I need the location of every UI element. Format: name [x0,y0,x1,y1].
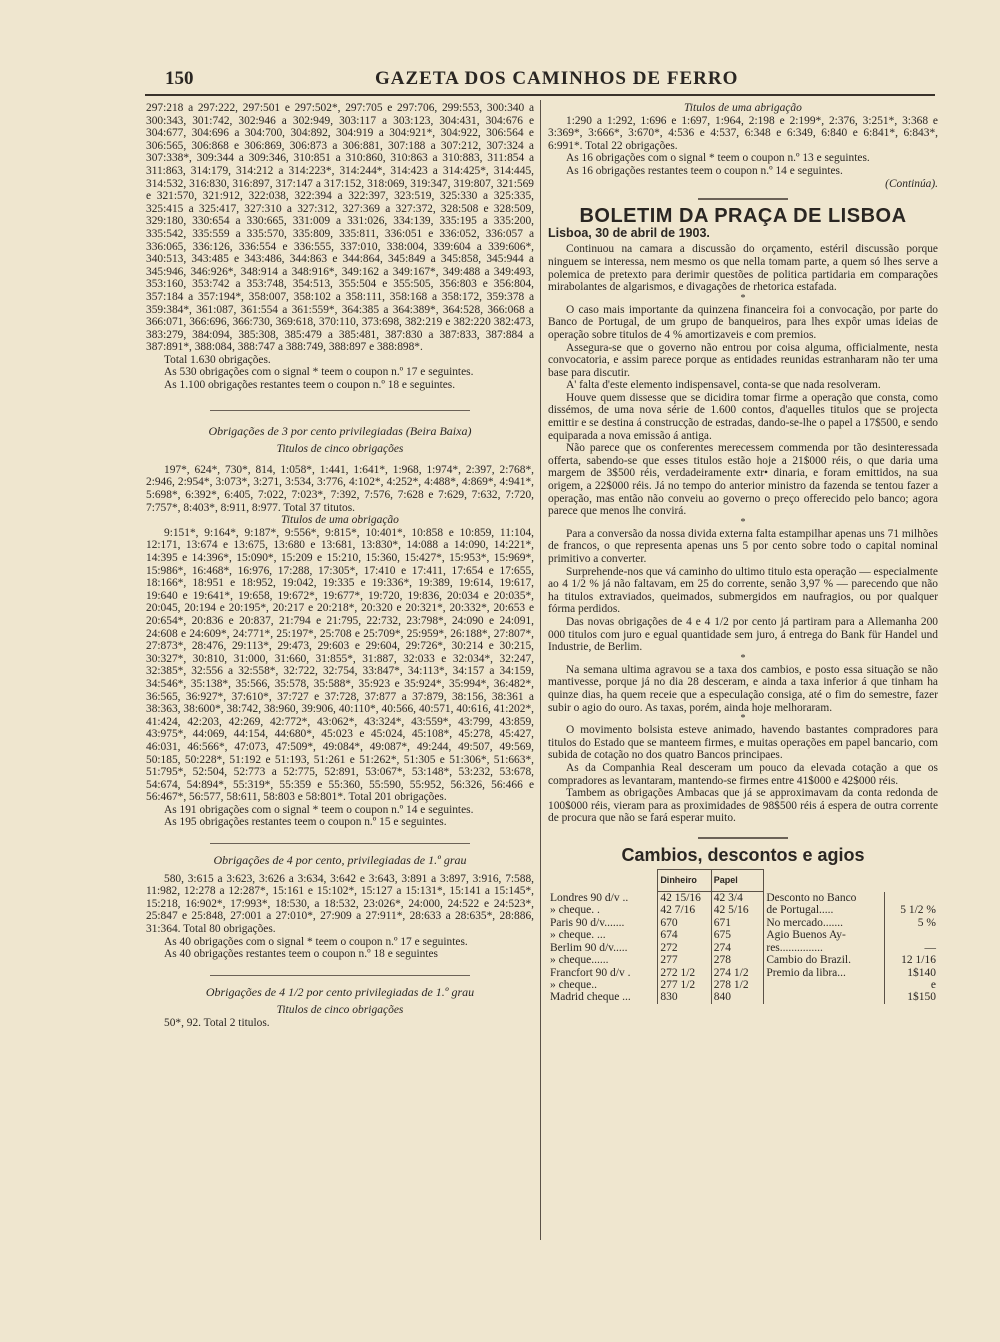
rate-side-value [884,892,938,905]
header-dinheiro: Dinheiro [658,870,711,892]
exchange-rates-body [548,892,938,1004]
rate-side-value: 1$150 [884,991,938,1003]
section-subtitle: Titulos de uma obrigação [281,514,399,527]
rate-side-value: e [884,979,938,991]
page-header [145,66,935,96]
rate-dinheiro: 42 15/16 [658,892,711,905]
section-subtitle: Titulos de cinco obrigações [276,1004,404,1017]
table-row [548,904,938,916]
rate-place: Madrid cheque ... [550,991,631,1004]
header-blank [884,870,938,892]
table-row [548,967,938,979]
boletim-title: BOLETIM DA PRAÇA DE LISBOA [579,205,907,228]
rate-side-value: 12 1/16 [884,954,938,966]
dateline: Lisboa, 30 de abril de 1903. [548,225,710,240]
journal-title: GAZETA DOS CAMINHOS DE FERRO [375,68,739,89]
rate-papel: 278 [711,954,764,966]
column-divider [540,100,541,1240]
rate-dinheiro: 42 7/16 [658,904,711,916]
section-separator [210,410,470,411]
star-separator: * [740,713,746,725]
paragraph: Das novas obrigações de 4 e 4 1/2 por cento já partiram para a Allemanha 200 000 titulos com juro e egual quantidade sem juro, á entrega do Bank für Handel und Industrie, de Berlim. [548,615,938,654]
rate-dinheiro: 277 [658,954,711,966]
rate-dinheiro: 272 1/2 [658,967,711,979]
bond-number-list: 50*, 92. Total 2 titulos. [164,1017,270,1029]
rate-side-value: 1$140 [884,967,938,979]
paragraph: Continuou na camara a discussão do orçamento, estéril discussão porque ninguem se interessa, nem mesmo os que nella tomam parte, a quem só lhes serve a polemica de pretexto para derimir questões de politica partidaria em comparações mirabolantes de algarismos, e divagações de rhetorica estafada. [548,243,938,294]
right-column [548,102,938,1004]
rate-side-value: — [884,942,938,954]
rate-side-value: 5 % [884,917,938,929]
bond-rest-note: As 195 obrigações restantes teem o coupon n.º 15 e seguintes. [164,816,447,829]
paragraph: Houve quem dissesse que se dicidira tomar firme a operação que consta, como dissémos, de uma nova série de 1.600 contos, d'aquelles titulos que se projecta emittir e se destina á construcção de estradas, dando-se-lhe o papel a 17$500, e sendo equiparada a nova emissão á antiga. [548,391,938,442]
bond-number-list: 9:151*, 9:164*, 9:187*, 9:556*, 9:815*, 10:401*, 10:858 e 10:859, 11:104, 12:171, 13:674 e 13:675, 13:680 e 13:681, 13:830*, 14:088 a 14:090, 14:221*, 14:395 e 14:396*, 15:090*, 15:209 e 15:210, 15:360, 15:427*, 15:953*, 15:969*, 15:986*, 16:468*, 16:976, 17:288, 17:305*, 17:410 e 17:411, 17:654 e 17:655, 18:166*, 18:951 e 18:952, 19:042, 19:335 e 19:336*, 19:389, 19:614, 19:617, 19:640 e 19:641*, 19:658, 19:672*, 19:677*, 19:720, 19:836, 20:034 e 20:035*, 20:045, 20:194 e 20:195*, 20:217 e 20:218*, 20:320 e 20:321*, 20:332*, 20:653 e 20:654*, 20:836 e 20:837, 21:794 e 21:795, 22:732, 23:798*, 24:090 e 24:091, 24:608 e 24:609*, 24:771*, 25:197*, 25:708 e 25:709*, 25:959*, 26:188*, 27:807*, 27:873*, 28:476, 29:113*, 29:473, 29:603 e 29:604, 29:726*, 30:214 e 30:215, 30:327*, 30:810, 31:000, 31:660, 31:855*, 31:887, 32:033 e 32:034*, 32:247, 32:385*, 32:556 a 32:558*, 32:722, 32:754, 33:847*, 34:113*, 34:157 a 34:159, 34:546*, 35:138*, 35:566, 35:578, 35:588*, 35:923 e 35:924*, 35:994*, 36:482*, 36:565, 36:927*, 37:610*, 37:727 e 37:728, 37:877 a 37:879, 38:156, 38:361 a 38:363, 38:600*, 38:742, 38:960, 39:906, 40:110*, 40:566, 40:571, 40:616, 41:202*, 41:424, 42:203, 42:269, 42:772*, 43:062*, 43:324*, 43:559*, 43:799, 43:859, 43:975*, 44:069, 44:154, 44:680*, 45:023 e 45:024, 45:108*, 45:278, 45:427, 46:031, 46:566*, 47:073, 47:509*, 49:084*, 49:087*, 49:244, 49:507, 49:569, 50:185, 50:228*, 51:192 e 51:193, 51:261 e 51:262*, 51:305 e 51:306*, 51:663*, 51:795*, 52:504, 52:773 a 52:775, 52:891, 53:067*, 53:148*, 53:232, 53:678, 54:674, 54:894*, 55:319*, 55:359 e 55:360, 55:590, 55:952, 56:326, 56:466 e 56:467*, 56:577, 58:611, 58:803 e 58:801*. Total 201 obrigações. [146,526,534,804]
section-title: Obrigações de 4 1/2 por cento privilegiadas de 1.º grau [205,984,475,999]
rate-dinheiro: 277 1/2 [658,979,711,991]
table-row [548,979,938,991]
paragraph: Não parece que os conferentes merecessem commenda por tão desinteressada offerta, sabendo-se que esses titulos estão hoje a 21$000 réis, o que daria uma margem de 3$500 réis, verdadeiramente extr• dinaria, e foram emittidos, na sua origem, a 22$000 réis. Já no tempo do anterior ministro da fazenda se tentou fazer a operação, mas então não conveiu ao governo o preço offerecido pelo banco; agora parece que menos lhe convirá. [548,442,938,518]
bond-rest-note: As 1.100 obrigações restantes teem o coupon n.º 18 e seguintes. [164,379,456,392]
rate-side-label: res............... [764,942,884,954]
rate-place: » cheque. ... [550,929,606,942]
section-separator [698,837,788,839]
bond-rest-note: As 40 obrigações restantes teem o coupon n.º 18 e seguintes [164,948,438,961]
table-row [548,954,938,966]
rate-side-value: 5 1/2 % [884,904,938,916]
rate-papel: 675 [711,929,764,941]
paragraph: O caso mais importante da quinzena financeira foi a convocação, por parte do Banco de Portugal, de um grupo de banqueiros, para lhes expôr umas ideias de operação sobre titulos de 4 % amortizaveis e com premios. [548,303,938,341]
section-separator [210,843,470,844]
bond-signal-note: As 191 obrigações com o signal * teem o coupon n.º 14 e seguintes. [164,803,474,816]
rate-dinheiro: 670 [658,917,711,929]
exchange-rates-table [548,869,938,1003]
star-separator: * [740,292,746,304]
rate-side-label: Desconto no Banco [764,892,884,905]
table-row [548,892,938,905]
bond-number-list: 580, 3:615 a 3:623, 3:626 a 3:634, 3:642 e 3:643, 3:891 a 3:897, 3:916, 7:588, 11:982, 12:278 a 12:287*, 15:161 e 15:102*, 15:127 a 15:131*, 15:141 a 15:145*, 15:218, 16:902*, 17:993*, 18:530, a 18:532, 23:026*, 24:000, 24:522 e 24:523*, 25:847 e 25:848, 27:001 a 27:010*, 27:909 a 27:911*, 28:633 a 28:635*, 28:886, 31:364. Total 80 obrigações. [146,872,534,936]
rate-place: Londres 90 d/v .. [550,891,629,904]
paragraph: O movimento bolsista esteve animado, havendo bastantes compradores para titulos do Estado que se manteem firmes, e muitas operações em papel bancario, com subida de cotação no dos quatro Bancos principaes. [548,724,938,762]
rate-papel: 671 [711,917,764,929]
rate-papel: 274 [711,942,764,954]
table-row [548,942,938,954]
section-separator [698,198,788,200]
header-blank [764,870,884,892]
section-title: Obrigações de 4 por cento, privilegiadas de 1.º grau [213,853,467,868]
paragraph: As da Companhia Real desceram um pouco da elevada cotação a que os compradores as levantaram, mantendo-se firmes entre 41$000 e 42$000 réis. [548,761,938,787]
section-subtitle: Titulos de uma abrigação [684,102,802,114]
paragraph: Surprehende-nos que vá caminho do ultimo titulo esta operação — especialmente ao 4 1/2 % já não faltavam, em 25 do corrente, senão 3,97 % — parecendo que não ha titulos extraviados, queimados, submergidos em naufragios, ou por qualquer fórma perdidos. [548,565,938,616]
table-row [548,929,938,941]
paragraph: Assegura-se que o governo não entrou por coisa alguma, officialmente, nesta convocatoria, e assim parece porque as entidades reunidas estranharam não ter uma base para discutir. [548,341,938,379]
header-papel: Papel [711,870,764,892]
bond-number-list: 197*, 624*, 730*, 814, 1:058*, 1:441, 1:641*, 1:968, 1:974*, 2:397, 2:768*, 2:946, 2:954*, 3:073*, 3:271, 3:534, 3:776, 4:102*, 4:252*, 4:488*, 4:869*, 4:941*, 5:698*, 6:392*, 6:405, 7:022, 7:023*, 7:392, 7:576, 7:628 e 7:629, 7:632, 7:720, 7:757*, 8:403*, 8:911, 8:977. Total 37 titutos. [146,463,534,514]
rate-side-value [884,929,938,941]
bond-signal-note: As 40 obrigações com o signal * teem o coupon n.º 17 e seguintes. [164,935,468,948]
rate-place: » cheque...... [550,954,609,967]
bond-number-list: 1:290 a 1:292, 1:696 e 1:697, 1:964, 2:198 e 2:199*, 2:376, 3:251*, 3:368 e 3:369*, 3:666*, 3:670*, 4:536 e 4:537, 6:348 e 6:349, 6:840 e 6:841*, 6:843*, 6:991*. Total 22 obrigações. [548,114,938,152]
bond-signal-note: As 16 obrigações com o signal * teem o coupon n.º 13 e seguintes. [566,152,870,165]
rate-side-label: No mercado....... [764,917,884,929]
paragraph: Para a conversão da nossa divida externa falta estampilhar apenas uns 71 milhões de francos, o que representa apenas uns 5 por cento sobre todo o capital nominal primitivo a converter. [548,527,938,565]
paragraph: Na semana ultima agravou se a taxa dos cambios, e posto essa situação se não mantivesse, porque já no dia 28 desceram, e ainda a taxa inferior á que tinham ha quinze dias, ha quem receie que a especulação consiga, até o fim do semestre, fazer subir o agio do ouro. As taxas, porém, ainda hoje melhoraram. [548,663,938,714]
left-column [146,102,534,1030]
rate-side-label [764,991,884,1003]
rate-place: » cheque.. [550,978,597,991]
rate-dinheiro: 674 [658,929,711,941]
rate-place: Paris 90 d/v....... [550,916,625,929]
rate-papel: 42 5/16 [711,904,764,916]
section-title: Obrigações de 3 por cento privilegiadas (Beira Baixa) [208,423,472,438]
table-header-row [548,870,938,892]
bond-rest-note: As 16 obrigações restantes teem o coupon n.º 14 e seguintes. [566,164,843,177]
section-separator [210,975,470,976]
rate-place: » cheque. . [550,904,600,917]
rate-side-label: Premio da libra... [764,967,884,979]
rate-papel: 42 3/4 [711,892,764,905]
rate-side-label: Agio Buenos Ay- [764,929,884,941]
rate-papel: 840 [711,991,764,1003]
rate-dinheiro: 272 [658,942,711,954]
rate-side-label: Cambio do Brazil. [764,954,884,966]
bond-total: Total 1.630 obrigações. [164,353,271,366]
rate-papel: 274 1/2 [711,967,764,979]
star-separator: * [740,652,746,664]
paragraph: Tambem as obrigações Ambacas que já se approximavam da conta redonda de 100$000 réis, vieram para as proximidades de 98$500 réis á espera de outra corrente de procura que não se fará esperar muito. [548,787,938,825]
cambios-title: Cambios, descontos e agios [621,844,865,865]
bond-signal-note: As 530 obrigações com o signal * teem o coupon n.º 17 e seguintes. [164,366,474,379]
star-separator: * [740,516,746,528]
rate-papel: 278 1/2 [711,979,764,991]
bond-number-list: 297:218 a 297:222, 297:501 e 297:502*, 297:705 e 297:706, 299:553, 300:340 a 300:343, 301:742, 302:946 a 302:949, 303:117 a 303:123, 304:431, 304:676 e 304:677, 304:696 a 304:700, 304:892, 304:919 a 304:921*, 304:922, 306:564 e 306:565, 306:868 e 306:869, 306:873 a 306:881, 307:188 a 307:212, 307:324 a 307:338*, 309:344 a 309:346, 310:851 a 310:860, 310:863 a 310:883, 311:854 a 311:863, 314:179, 314:212 a 314:223*, 314:244*, 314:423 a 314:425*, 314:445, 314:532, 316:830, 316:897, 317:147 a 317:152, 318:069, 319:347, 319:807, 321:569 e 321:570, 321:912, 322:038, 322:394 a 322:397, 323:519, 325:330 a 325:335, 325:415 a 325:417, 327:310 a 327:312, 327:369 a 327:372, 328:508 e 328:509, 329:180, 330:654 a 330:665, 331:009 a 331:026, 334:139, 335:195 a 335:200, 335:542, 335:559 a 335:570, 335:809, 335:811, 336:051 e 336:052, 336:057 a 336:065, 336:126, 336:554 e 336:555, 337:010, 338:004, 339:604 a 339:606*, 340:513, 343:485 e 343:486, 344:863 e 344:864, 345:849 a 345:858, 345:944 a 345:946, 346:926*, 348:914 a 348:916*, 349:162 a 349:167*, 349:488 a 349:493, 353:160, 353:742 a 353:748, 354:513, 355:504 e 355:505, 356:803 e 356:804, 357:184 a 357:194*, 358:007, 358:102 a 358:111, 358:168 a 358:172, 359:378 a 359:384*, 361:087, 361:554 a 361:559*, 364:385 a 364:389*, 364:528, 366:068 a 366:071, 366:696, 366:730, 369:618, 370:110, 373:698, 382:219 e 382:220 382:473, 383:279, 384:094, 385:308, 385:479 a 385:481, 387:830 a 387:833, 387:884 a 387:891*, 388:084, 388:747 a 388:749, 388:897 e 388:898*. [146,102,534,354]
header-blank [548,870,658,892]
continua-note: (Continúa). [885,177,938,190]
paragraph: A' falta d'este elemento indispensavel, conta-se que nada resolveram. [566,379,881,392]
section-subtitle: Titulos de cinco obrigações [276,443,404,456]
table-row [548,991,938,1003]
rate-dinheiro: 830 [658,991,711,1003]
rate-side-label [764,979,884,991]
page-number: 150 [165,68,194,89]
rate-place: Francfort 90 d/v . [550,966,631,979]
rate-side-label: de Portugal..... [764,904,884,916]
table-row [548,917,938,929]
rate-place: Berlim 90 d/v..... [550,941,628,954]
